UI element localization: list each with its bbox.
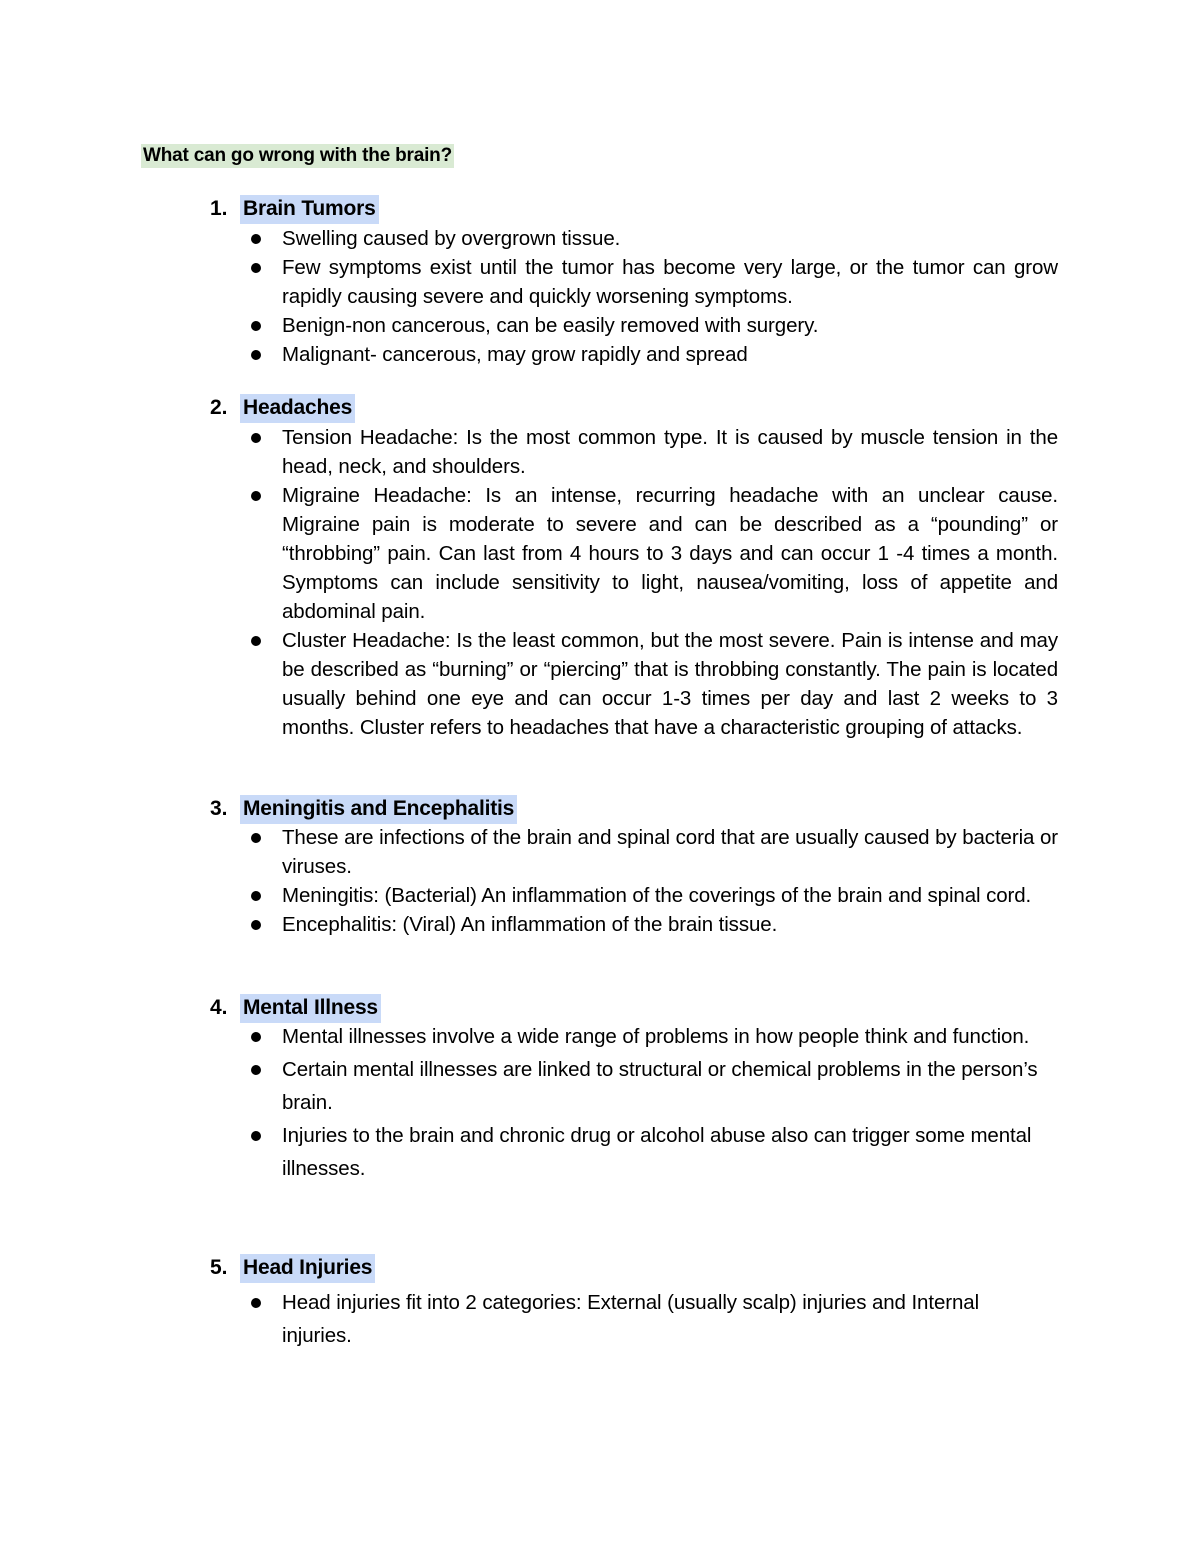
section-title: Brain Tumors xyxy=(240,195,379,224)
bullet-dot-icon xyxy=(251,1298,261,1308)
list-item-text: Mental illnesses involve a wide range of problems in how people think and function. xyxy=(282,1025,1030,1048)
bullet-dot-icon xyxy=(251,920,261,930)
bullet-dot-icon xyxy=(251,833,261,843)
list-item-text: Head injuries fit into 2 categories: External (usually scalp) injuries and Internal injuries. xyxy=(282,1291,980,1347)
list-item xyxy=(0,626,1058,742)
bullet-dot-icon xyxy=(251,350,261,360)
bullet-dot-icon xyxy=(251,263,261,273)
list-item-text: Certain mental illnesses are linked to structural or chemical problems in the person’s brain. xyxy=(282,1058,1038,1114)
bullet-dot-icon xyxy=(251,491,261,501)
list-item-text: Benign-non cancerous, can be easily removed with surgery. xyxy=(282,314,819,337)
list-item xyxy=(0,253,1058,311)
bullet-list xyxy=(0,1020,1200,1185)
section-title: Headaches xyxy=(240,394,355,423)
list-item xyxy=(0,1119,1058,1185)
bullet-dot-icon xyxy=(251,1065,261,1075)
list-item xyxy=(0,481,1058,626)
list-item xyxy=(0,881,1058,910)
document-title-text: What can go wrong with the brain? xyxy=(143,145,452,166)
list-item-text: Encephalitis: (Viral) An inflammation of the brain tissue. xyxy=(282,913,778,936)
list-item xyxy=(0,340,1058,369)
bullet-dot-icon xyxy=(251,433,261,443)
list-item-text: Malignant- cancerous, may grow rapidly and spread xyxy=(282,343,748,366)
list-item xyxy=(0,910,1058,939)
bullet-dot-icon xyxy=(251,1032,261,1042)
section-number: 1. xyxy=(210,197,228,220)
bullet-dot-icon xyxy=(251,636,261,646)
list-item-text: Tension Headache: Is the most common type. It is caused by muscle tension in the head, neck, and shoulders. xyxy=(282,426,1058,478)
section-title: Meningitis and Encephalitis xyxy=(240,795,517,824)
list-item xyxy=(0,311,1058,340)
section-number: 2. xyxy=(210,396,228,419)
bullet-list xyxy=(0,224,1200,369)
list-item xyxy=(0,224,1058,253)
section-title: Head Injuries xyxy=(240,1254,375,1283)
list-item xyxy=(0,1020,1058,1053)
list-item xyxy=(0,1053,1058,1119)
bullet-list xyxy=(0,423,1200,742)
section-number: 3. xyxy=(210,797,228,820)
section-number: 4. xyxy=(210,996,228,1019)
section-number: 5. xyxy=(210,1256,228,1279)
list-item xyxy=(0,423,1058,481)
document-title xyxy=(141,142,454,169)
bullet-list xyxy=(0,1286,1200,1352)
list-item-text: Injuries to the brain and chronic drug or alcohol abuse also can trigger some mental illnesses. xyxy=(282,1124,1032,1180)
list-item-text: Cluster Headache: Is the least common, but the most severe. Pain is intense and may be described as “burning” or “piercing” that is throbbing constantly. The pain is located usually behind one eye and can occur 1-3 times per day and last 2 weeks to 3 months. Cluster refers to headaches that have a characteristic grouping of attacks. xyxy=(282,629,1058,739)
list-item-text: Swelling caused by overgrown tissue. xyxy=(282,227,621,250)
bullet-dot-icon xyxy=(251,321,261,331)
bullet-dot-icon xyxy=(251,891,261,901)
section-heading xyxy=(210,193,379,225)
list-item-text: These are infections of the brain and spinal cord that are usually caused by bacteria or viruses. xyxy=(282,826,1058,878)
section-heading xyxy=(210,793,517,825)
list-item-text: Meningitis: (Bacterial) An inflammation of the coverings of the brain and spinal cord. xyxy=(282,884,1032,907)
list-item-text: Migraine Headache: Is an intense, recurring headache with an unclear cause. Migraine pain is moderate to severe and can be described as a “pounding” or “throbbing” pain. Can last from 4 hours to 3 days and can occur 1 -4 times a month. Symptoms can include sensitivity to light, nausea/vomiting, loss of appetite and abdominal pain. xyxy=(282,484,1058,623)
section-title: Mental Illness xyxy=(240,994,381,1023)
section-heading xyxy=(210,1252,375,1284)
section-heading xyxy=(210,392,355,424)
bullet-list xyxy=(0,823,1200,939)
bullet-dot-icon xyxy=(251,1131,261,1141)
list-item xyxy=(0,1286,1002,1352)
list-item xyxy=(0,823,1058,881)
list-item-text: Few symptoms exist until the tumor has become very large, or the tumor can grow rapidly causing severe and quickly worsening symptoms. xyxy=(282,256,1058,308)
bullet-dot-icon xyxy=(251,234,261,244)
